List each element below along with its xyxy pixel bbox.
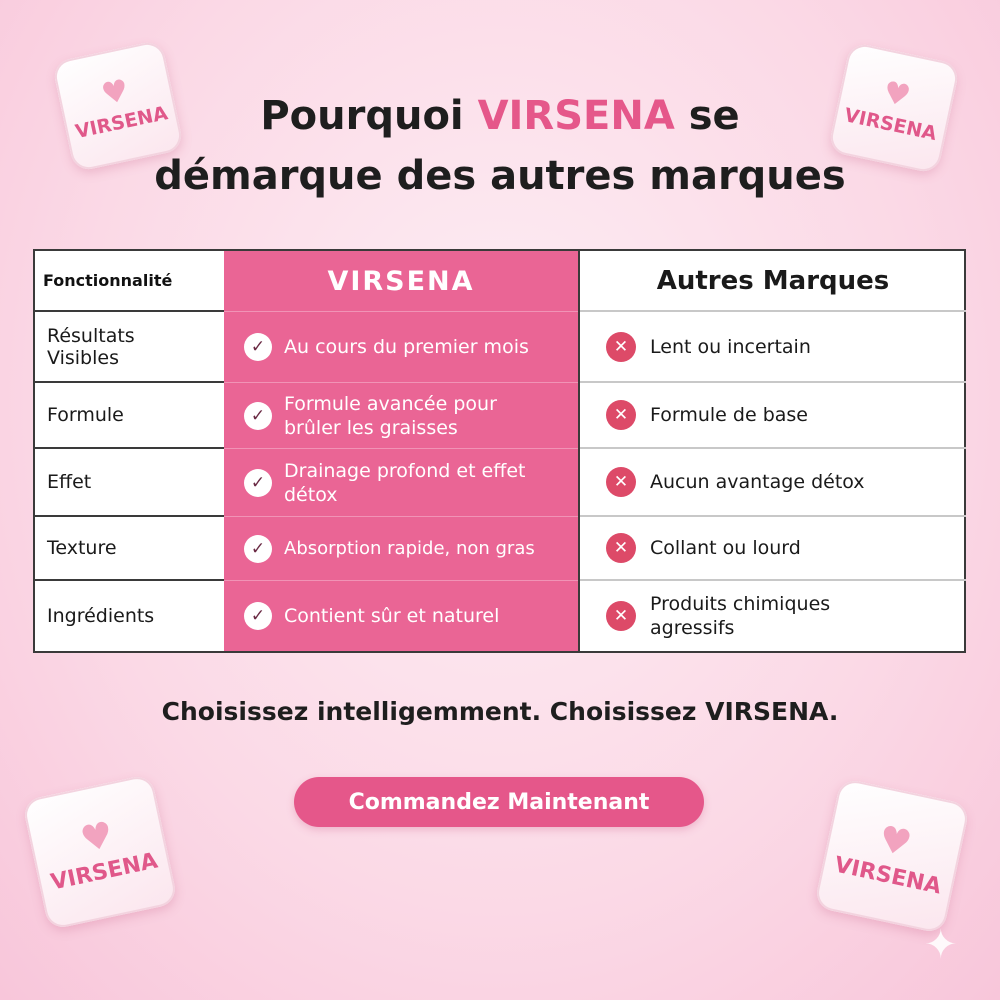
check-circle-icon: ✓ [244, 602, 272, 630]
sparkle-icon: ✦ [924, 922, 958, 968]
title-brand: VIRSENA [477, 93, 675, 139]
feature-label: Effet [47, 471, 92, 493]
title-part2: se [674, 93, 740, 139]
header-virsena: VIRSENA [224, 251, 578, 312]
header-feature: Fonctionnalité [35, 251, 224, 312]
feature-label: Résultats Visibles [47, 324, 135, 369]
table-row [580, 383, 966, 449]
heart-icon: ♥ [98, 72, 132, 113]
others-value: Lent ou incertain [650, 335, 811, 358]
virsena-sticker-bottom-right [814, 778, 971, 935]
virsena-value: Au cours du premier mois [284, 336, 529, 358]
tagline: Choisissez intelligemment. Choisissez VIRSENA. [161, 697, 839, 726]
virsena-column [224, 251, 578, 651]
feature-label: Ingrédients [47, 605, 155, 627]
virsena-value: Absorption rapide, non gras [284, 537, 535, 559]
header-others: Autres Marques [580, 251, 966, 312]
check-circle-icon: ✓ [244, 333, 272, 361]
comparison-table [33, 249, 966, 653]
virsena-value: Formule avancée pour brûler les graisses [284, 392, 497, 439]
table-row [580, 449, 966, 517]
others-value: Collant ou lourd [650, 537, 801, 559]
order-now-button[interactable]: Commandez Maintenant [294, 777, 704, 827]
check-circle-icon: ✓ [244, 402, 272, 430]
table-row [224, 581, 578, 651]
table-row [35, 312, 224, 383]
x-circle-icon: ✕ [606, 601, 636, 631]
table-row [580, 581, 966, 651]
virsena-value: Drainage profond et effet détox [284, 459, 526, 506]
title-line2: démarque des autres marques [154, 153, 846, 199]
title-part1: Pourquoi [260, 93, 478, 139]
table-row [224, 383, 578, 449]
table-row [35, 383, 224, 449]
feature-label: Formule [47, 404, 124, 426]
sticker-brand-text: VIRSENA [842, 104, 939, 146]
others-value: Produits chimiques agressifs [650, 593, 831, 639]
table-row [224, 312, 578, 383]
x-circle-icon: ✕ [606, 332, 636, 362]
table-row [224, 517, 578, 581]
others-value: Formule de base [650, 404, 808, 426]
table-row [35, 449, 224, 517]
others-value: Aucun avantage détox [650, 471, 865, 493]
heart-icon: ♥ [875, 817, 916, 865]
feature-column [35, 251, 224, 651]
table-row [224, 449, 578, 517]
sticker-brand-text: VIRSENA [48, 848, 160, 896]
sticker-brand-text: VIRSENA [73, 102, 170, 144]
table-row [35, 581, 224, 651]
virsena-value: Contient sûr et naturel [284, 605, 500, 627]
virsena-sticker-bottom-left [22, 774, 179, 931]
table-row [580, 517, 966, 581]
table-row [580, 312, 966, 383]
page-title [0, 86, 1000, 206]
x-circle-icon: ✕ [606, 400, 636, 430]
check-circle-icon: ✓ [244, 469, 272, 497]
heart-icon: ♥ [880, 74, 914, 115]
check-circle-icon: ✓ [244, 535, 272, 563]
feature-label: Texture [47, 537, 117, 559]
x-circle-icon: ✕ [606, 467, 636, 497]
sticker-brand-text: VIRSENA [832, 852, 944, 900]
table-row [35, 517, 224, 581]
x-circle-icon: ✕ [606, 533, 636, 563]
others-column [578, 251, 966, 651]
heart-icon: ♥ [76, 813, 117, 861]
